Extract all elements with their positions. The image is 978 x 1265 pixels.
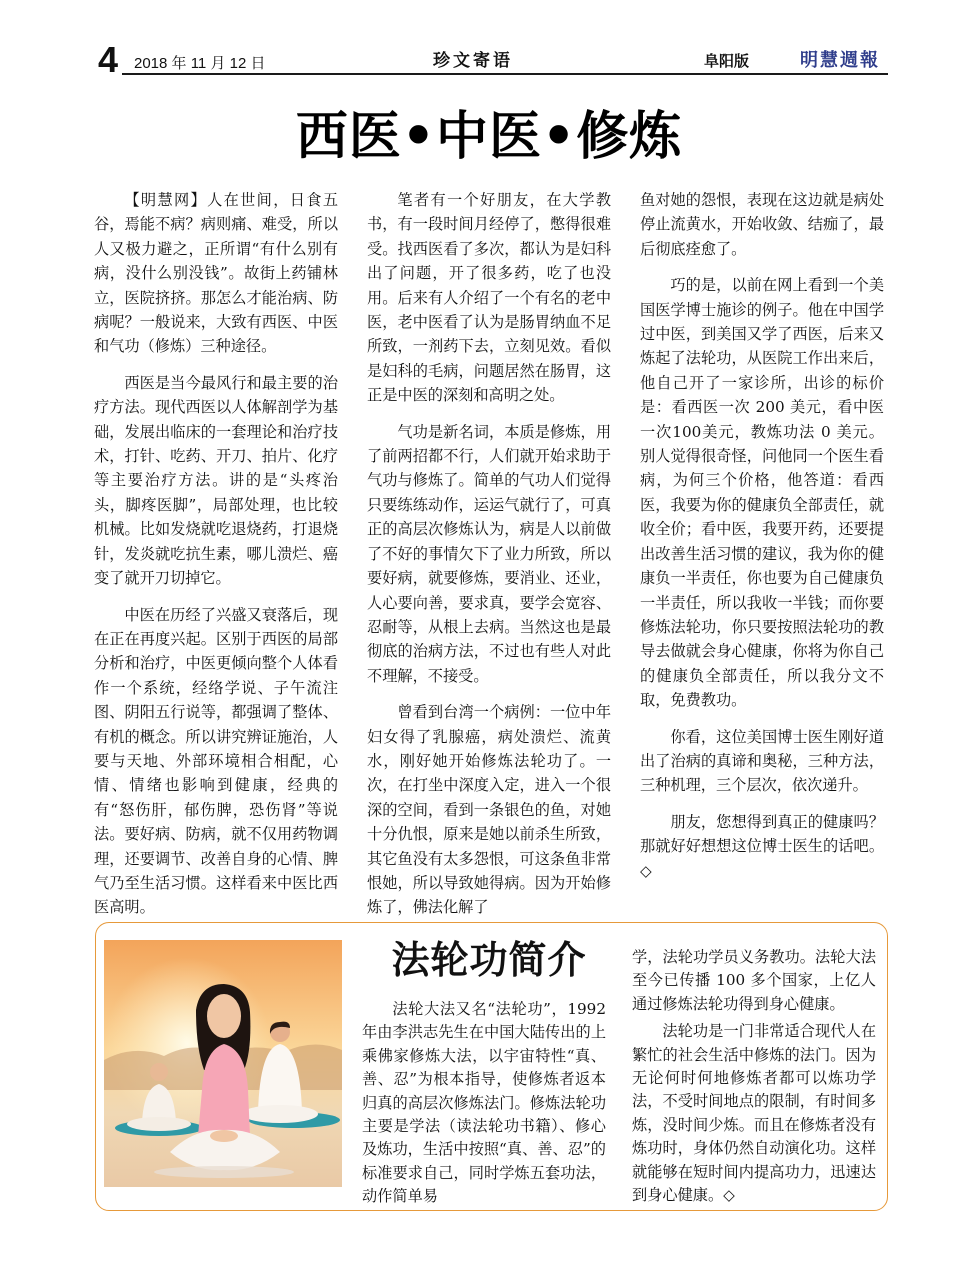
paragraph: 【明慧网】人在世间，日食五谷，焉能不病？病则痛、难受，所以人又极力避之，正所谓“有什么别有病，没什么别没钱”。故街上药铺林立，医院挤挤。那怎么才能治病、防病呢？一般说来，大致有西医、中医和气功（修炼）三种途径。 — [94, 191, 338, 356]
paragraph: 法轮大法又名“法轮功”，1992年由李洪志先生在中国大陆传出的上乘佛家修炼大法，以宇宙特性“真、善、忍”为根本指导，使修炼者返本归真的高层次修炼法门。修炼法轮功主要是学法（读法轮功书籍）、修心及炼功，生活中按照“真、善、忍”的标准要求自己，同时学炼五套功法，动作简单易 — [362, 1000, 606, 1206]
paragraph: 曾看到台湾一个病例：一位中年妇女得了乳腺癌，病处溃烂、流黄水，刚好她开始修炼法轮功了。一次，在打坐中深度入定，进入一个很深的空间，看到一条银色的鱼，对她十分仇恨，原来是她以前杀生所致，其它鱼没有太多怨恨，可这条鱼非常恨她，所以导致她得病。因为开始修炼了，佛法化解了 — [367, 703, 611, 917]
page-number: 4 — [98, 39, 119, 80]
article-title: 西医•中医•修炼 — [295, 106, 683, 167]
paragraph: 气功是新名词，本质是修炼，用了前两招都不行，人们就开始求助于气功与修炼了。简单的气功人们觉得只要练练动作，运运气就行了，可真正的高层次修炼认为，病是人以前做了不好的事情欠下了业力所致，所以要好病，就要修炼，要消业、还业，人心要向善，要求真，要学会宽容、忍耐等，从根上去病。当然这也是最彻底的治病方法，不过也有些人对此不理解，不接受。 — [367, 422, 611, 685]
meditation-photo — [104, 940, 342, 1187]
header-rule — [122, 73, 888, 75]
paragraph: 笔者有一个好朋友，在大学教书，有一段时间月经停了，憋得很难受。找西医看了多次，都认为是妇科出了问题，开了很多药，吃了也没用。后来有人介绍了一个有名的老中医，老中医看了认为是肠胃纳血不足所致，一剂药下去，立刻见效。看似是妇科的毛病，问题居然在肠胃，这正是中医的深刻和高明之处。 — [367, 191, 611, 405]
paragraph: 你看，这位美国博士医生刚好道出了治病的真谛和奥秘，三种方法，三种机理，三个层次，依次递升。 — [640, 727, 884, 795]
column-name: 珍文寄语 — [433, 51, 513, 71]
paragraph: 法轮功是一门非常适合现代人在繁忙的社会生活中修炼的法门。因为无论何时何地修炼者都可以炼功学法，不受时间地点的限制，有时间多炼，没时间少炼。而且在修炼者没有炼功时，身体仍然自动演化功。这样就能够在短时间内提高功力，迅速达到身心健康。◇ — [632, 1022, 876, 1205]
intro-column-1 — [362, 998, 606, 1209]
paragraph: 学，法轮功学员义务教功。法轮大法至今已传播 100 多个国家，上亿人通过修炼法轮功得到身心健康。 — [632, 948, 876, 1013]
intro-column-2 — [632, 946, 876, 1207]
page-header — [98, 39, 888, 80]
paragraph: 鱼对她的怨恨，表现在这边就是病处停止流黄水，开始收敛、结痂了，最后彻底痊愈了。 — [640, 191, 884, 258]
edition-label: 阜阳版 — [704, 53, 750, 70]
intro-box-title: 法轮功简介 — [391, 937, 587, 982]
article-column-1 — [94, 188, 338, 920]
paragraph: 朋友，您想得到真正的健康吗？那就好好想想这位博士医生的话吧。◇ — [640, 812, 884, 880]
paragraph: 中医在历经了兴盛又衰落后，现在正在再度兴起。区别于西医的局部分析和治疗，中医更倾向整个人体看作一个系统，经络学说、子午流注图、阴阳五行说等，都强调了整体、有机的概念。所以讲究辨证施治，人要与天地、外部环境相合相配，心情、情绪也影响到健康，经典的有“怒伤肝，郁伤脾，恐伤肾”等说法。要好病、防病，就不仅用药物调理，还要调节、改善自身的心情、脾气乃至生活习惯。这样看来中医比西医高明。 — [94, 605, 338, 917]
issue-date: 2018 年 11 月 12 日 — [134, 55, 266, 72]
paragraph: 巧的是，以前在网上看到一个美国医学博士施诊的例子。他在中国学过中医，到美国又学了西医，后来又炼起了法轮功，从医院工作出来后，他自己开了一家诊所，出诊的标价是：看西医一次 200 美元，看中医一次100美元，教炼功法 0 美元。别人觉得很奇怪，问他同一个医生看病，为何三个价格，他答道：看西医，我要为你的健康负全部责任，就收全价；看中医，我要开药，还要提出改善生活习惯的建议，我为你的健康负一半责任，你也要为自己健康负一半责任，所以我收一半钱；而你要修炼法轮功，你只要按照法轮功的教导去做就会身心健康，你将为你自己的健康负全部责任，所以我分文不取，免费教功。 — [640, 276, 884, 710]
paragraph: 西医是当今最风行和最主要的治疗方法。现代西医以人体解剖学为基础，发展出临床的一套理论和治疗技术，打针、吃药、开刀、拍片、化疗等主要治疗方法。讲的是“头疼治头，脚疼医脚”，局部处理，也比较机械。比如发烧就吃退烧药，打退烧针，发炎就吃抗生素，哪儿溃烂、癌变了就开刀切掉它。 — [94, 373, 338, 588]
paper-name: 明慧週報 — [800, 50, 880, 71]
article-column-2 — [367, 188, 611, 920]
article-column-3 — [640, 188, 884, 883]
